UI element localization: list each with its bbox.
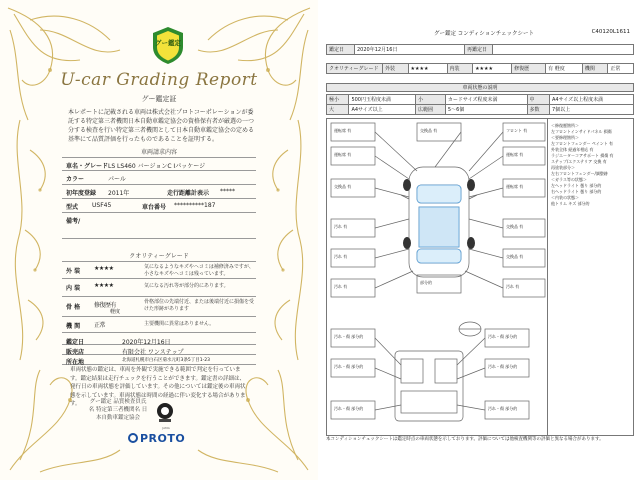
- panel-label: 運転席 有: [506, 184, 524, 189]
- note-line: 左ヘッドライト 曇り 部分的: [551, 183, 602, 188]
- model-label: 型式: [66, 204, 79, 211]
- issuer-text: グー鑑定 品質検査員氏名 特定第三者機関名 日本自動車鑑定協会: [88, 399, 148, 421]
- legend-cell: 極小: [327, 95, 349, 105]
- note-line: ＜要修理箇所＞: [551, 135, 579, 140]
- grade-level: 軽度: [110, 309, 121, 315]
- grade-stars: ★★★★: [94, 265, 114, 272]
- shop-value: 有限会社 ワンステップ: [122, 349, 184, 356]
- grading-certificate: [0, 0, 318, 480]
- legend-cell: 広範囲: [416, 105, 446, 115]
- vehicle-model-row: [62, 199, 256, 213]
- vehicle-name-value: LS LS460 バージョンC Iパッケージ: [108, 163, 206, 170]
- legend-cell: 大: [327, 105, 349, 115]
- panel-label: 汚れ 有: [334, 284, 348, 289]
- info-row-address: [62, 355, 256, 365]
- grade-label: 機 関: [66, 323, 81, 330]
- interior-label: 汚れ・傷 部分的: [334, 364, 364, 369]
- quality-section-title: クオリティーグレード: [129, 253, 189, 260]
- grade-label: 骨 格: [66, 304, 81, 311]
- note-line: 左右フロントフェンダー/調整跡: [551, 171, 608, 176]
- date-label: 鑑定日: [66, 339, 85, 346]
- quality-label: クオリティーグレード: [327, 64, 383, 74]
- model-value: USF45: [92, 202, 112, 209]
- grade-row-engine: [62, 317, 256, 333]
- legend-cell: 多数: [527, 105, 549, 115]
- vehicle-registration-row: [62, 185, 256, 199]
- vehicle-state-title: 車両状態の説明: [326, 83, 634, 92]
- sheet-date-table: [326, 44, 634, 55]
- note-line: 再塗装部分＞: [551, 165, 575, 170]
- grade-label: 外 装: [66, 268, 81, 275]
- date-value: 2020年12月16日: [355, 45, 465, 55]
- certificate-subtitle: グー鑑定証: [141, 95, 177, 103]
- panel-label: 汚れ 有: [334, 224, 348, 229]
- grade-label: 内 装: [66, 285, 81, 292]
- note-line: ステップ/エクステリア 交換 有: [551, 159, 607, 164]
- info-row-shop: [62, 345, 256, 355]
- remarks-label: 備考/: [66, 218, 81, 225]
- grade-description: 骨格部位の先端付近、または後端付近に損傷を受けた形跡があります: [144, 299, 255, 312]
- renew-value: [493, 45, 634, 55]
- damage-size-legend: [326, 94, 634, 115]
- info-row-date: [62, 335, 256, 345]
- vehicle-section-title: 車両請求内容: [140, 149, 177, 156]
- repair-value: 有 軽度: [546, 64, 583, 74]
- note-line: 左フロントインサイドパネル 損傷: [551, 129, 612, 134]
- grade-repair: 修復歴有: [94, 302, 117, 309]
- panel-label: 運転席 有: [506, 152, 524, 157]
- interior-label: 汚れ・傷 部分的: [488, 364, 518, 369]
- panel-label: 部分的: [420, 280, 432, 285]
- sheet-title: グー鑑定 コンディションチェックシート: [434, 31, 535, 37]
- legend-cell: 小: [416, 95, 446, 105]
- sheet-header: [326, 29, 634, 37]
- panel-label: 交換品 有: [506, 224, 524, 229]
- grade-status: 正常: [94, 322, 106, 329]
- grade-description: 気になる汚れ等が部分的にあります。: [144, 283, 229, 289]
- interior-label: 汚れ・傷 部分的: [488, 406, 518, 411]
- legend-cell: A4サイズ以上程度未満: [549, 95, 633, 105]
- certificate-intro: 本レポートに記載される車両は株式会社プロトコーポレーションが委託する特定第三者機関日本自動車鑑定協会の資格保有者が厳選の一つ分する検査を行い特定第三者機関として日本自動車鑑定協会の定める基準にて品質評価を行ったものであることを証明する。: [68, 109, 255, 143]
- sheet-footer: 本コンディションチェックシートは鑑定時点の車両状態を示しております。評価については他検査機関等の評価と異なる場合があります。: [326, 437, 604, 442]
- date-label: 鑑定日: [327, 45, 355, 55]
- panel-label: 交換品 有: [506, 254, 524, 259]
- proto-logo: [128, 432, 185, 445]
- vehicle-name-row: [62, 157, 256, 171]
- goo-kantei-logo: [148, 25, 188, 65]
- registration-label: 初年度登録: [66, 190, 97, 197]
- jama-emblem-icon: [156, 402, 174, 424]
- mileage-value: *****: [220, 188, 235, 195]
- sheet-code: C40120L1611: [591, 29, 630, 35]
- jama-label: JAMA: [162, 426, 170, 430]
- int-stars: ★★★★: [473, 64, 512, 74]
- legend-cell: 500円玉程度未満: [349, 95, 416, 105]
- engine-label: 機関: [582, 64, 608, 74]
- note-line: ＜修復歴箇所＞: [551, 123, 579, 128]
- interior-label: 汚れ・傷 部分的: [334, 406, 364, 411]
- note-line: ＜ガラス等の状態＞: [551, 177, 587, 182]
- vehicle-color-row: [62, 171, 256, 185]
- grade-description: 主要機関に異常はありません。: [144, 321, 215, 327]
- vehicle-name-label: 車名・グレード: [66, 163, 109, 170]
- mileage-label: 走行距離計表示: [167, 190, 210, 197]
- renew-label: 再鑑定日: [465, 45, 493, 55]
- date-value: 2020年12月16日: [122, 339, 171, 346]
- condition-notes: [548, 118, 634, 436]
- registration-value: 2011年: [108, 190, 130, 197]
- panel-label: 交換品 有: [334, 184, 352, 189]
- note-line: 右ヘッドライト 曇り 部分的: [551, 189, 602, 194]
- panel-label: 汚れ 有: [334, 254, 348, 259]
- shop-label: 販売店: [66, 349, 85, 356]
- grade-row-interior: [62, 279, 256, 297]
- vehicle-color-label: カラー: [66, 176, 85, 183]
- chassis-value: **********187: [174, 202, 216, 209]
- interior-label: 汚れ・傷 部分的: [334, 334, 364, 339]
- quality-grade-table: [326, 63, 634, 74]
- legend-cell: 5～6個: [445, 105, 527, 115]
- interior-label: 汚れ・傷 部分的: [488, 334, 518, 339]
- condition-check-sheet: [320, 0, 640, 480]
- grade-row-exterior: [62, 261, 256, 279]
- legend-cell: カードサイズ程度未満: [445, 95, 527, 105]
- panel-label: フロント 有: [506, 128, 528, 133]
- note-line: 外装全体 経過年相応 有: [551, 147, 594, 152]
- car-diagram-icon: [327, 119, 549, 437]
- grade-stars: ★★★★: [94, 282, 114, 289]
- ext-stars: ★★★★: [408, 64, 447, 74]
- vehicle-color-value: パール: [108, 176, 126, 183]
- engine-value: 正常: [608, 64, 634, 74]
- car-diagram-area: [326, 118, 548, 436]
- legend-cell: A4サイズ以上: [349, 105, 416, 115]
- proto-circle-icon: [128, 433, 138, 443]
- repair-label: 修復歴: [512, 64, 546, 74]
- panel-label: 交換品 有: [420, 128, 438, 133]
- address-value: 北海道札幌市白石区菊水元町3条5丁目1-23: [122, 358, 210, 363]
- address-label: 所在地: [66, 359, 85, 366]
- int-label: 内装: [447, 64, 473, 74]
- certificate-title: U-car Grading Report: [60, 70, 258, 90]
- panel-label: 運転席 有: [334, 152, 352, 157]
- note-line: ＜内装の状態＞: [551, 195, 579, 200]
- grade-description: 気になるようなキズやヘコミは補修済みですが、小さなキズやヘコミは残っています。: [144, 264, 254, 277]
- ext-label: 外装: [383, 64, 409, 74]
- logo-text: グー鑑定: [155, 39, 181, 47]
- grade-row-frame: [62, 297, 256, 317]
- panel-label: 汚れ 有: [506, 284, 520, 289]
- chassis-label: 車台番号: [142, 204, 167, 211]
- legend-cell: 7個以上: [549, 105, 633, 115]
- legend-cell: 中: [527, 95, 549, 105]
- proto-text: PROTO: [140, 432, 186, 445]
- panel-label: 運転席 有: [334, 128, 352, 133]
- note-line: ラジエーターコアサポート 損傷 有: [551, 153, 614, 158]
- vehicle-remarks-row: [62, 213, 256, 239]
- note-line: 左フロントフェンダー ペイント 有: [551, 141, 614, 146]
- note-line: 他トリム キズ 部分的: [551, 201, 590, 206]
- certificate-footnote: 車両状態の鑑定は、車両を外観で実施できる範囲で判定を行っています。鑑定結果は走行チェックを行うことができます。鑑定書の詳細は、発行日の車両状態を評価しています。その他については鑑定後の車両状態を示しています。車両状態は時間の経過に伴い変化する場合があります。: [70, 367, 246, 407]
